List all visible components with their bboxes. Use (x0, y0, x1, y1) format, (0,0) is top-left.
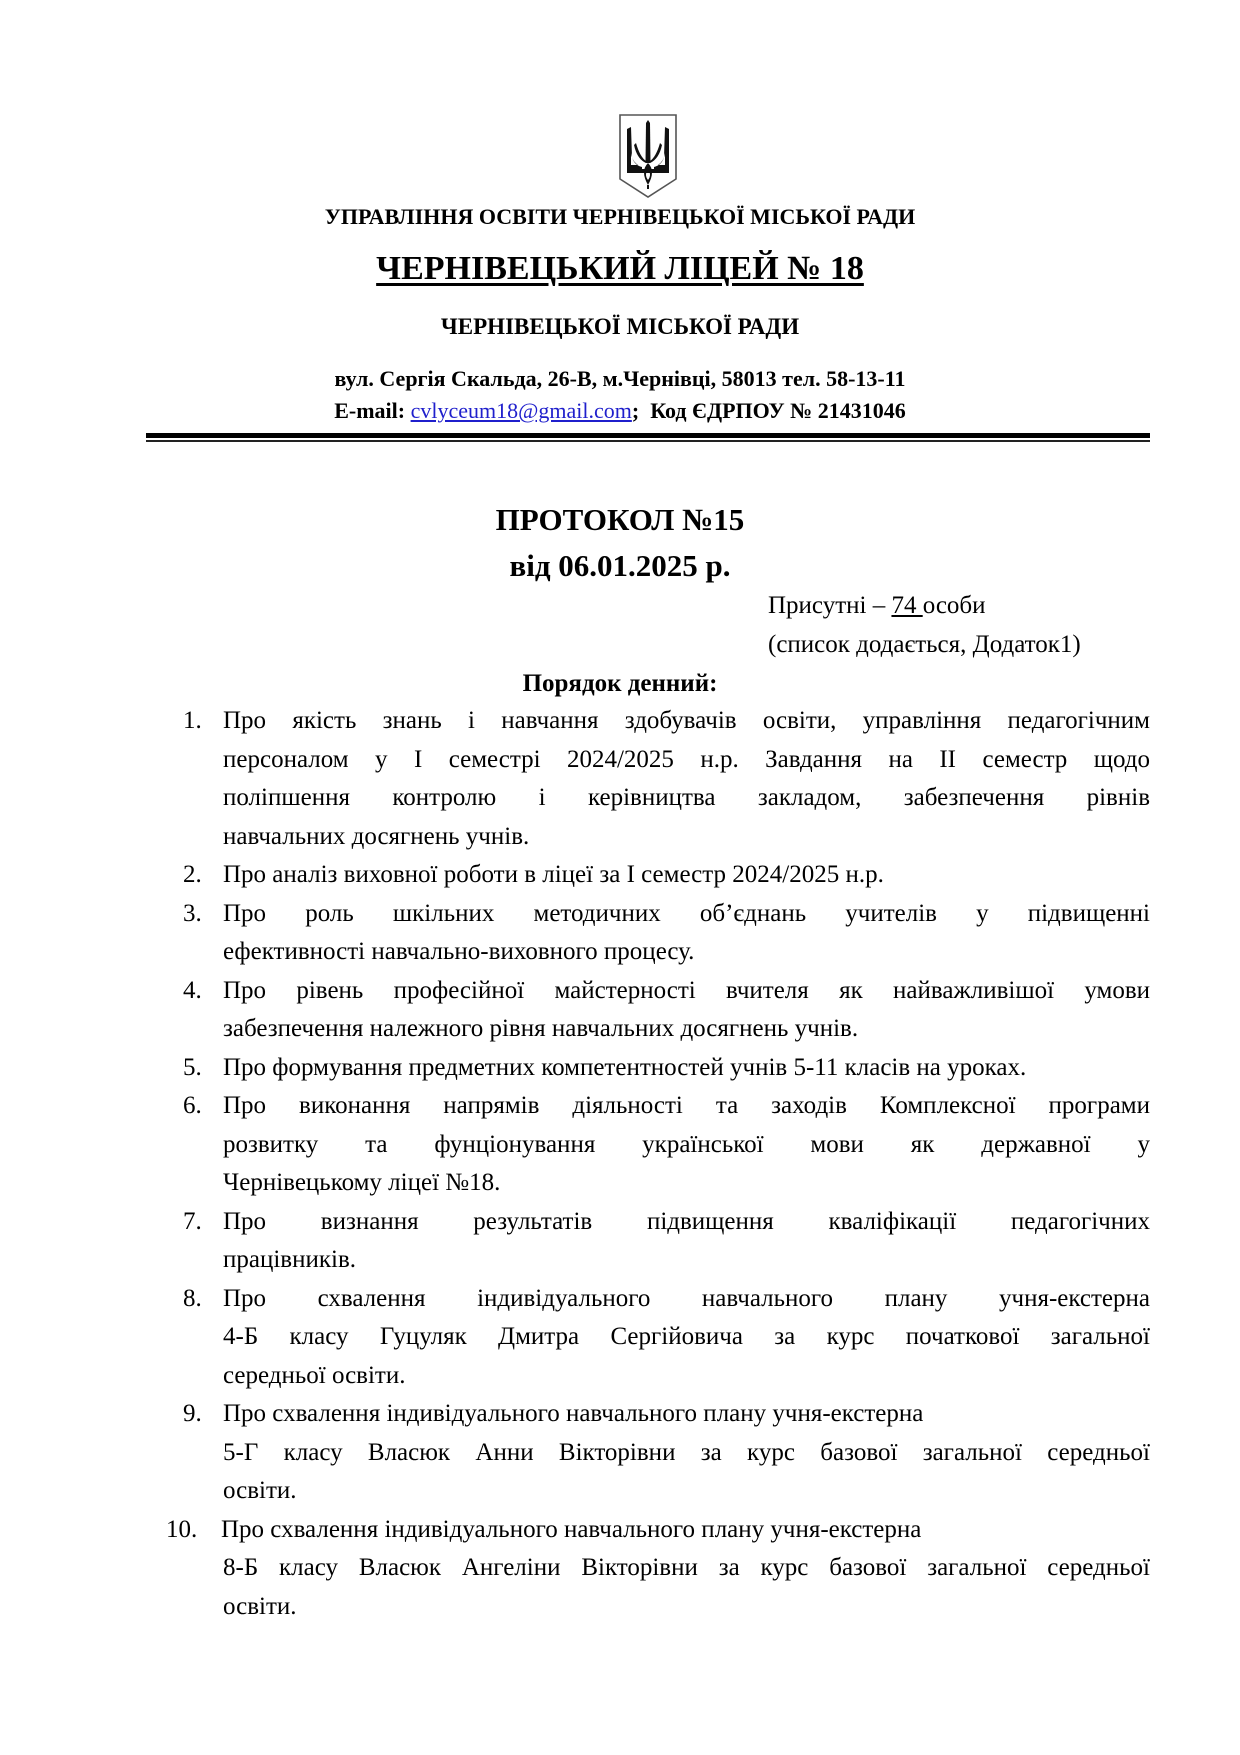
agenda-item-line: освіти. (223, 1592, 297, 1620)
separator-thin-line (146, 440, 1150, 442)
header-separator (146, 433, 1150, 443)
agenda-title: Порядок денний: (522, 670, 718, 697)
agenda-item-number: 4. (183, 976, 202, 1004)
edrpou-code: Код ЄДРПОУ № 21431046 (650, 398, 906, 423)
attendance-line (768, 592, 986, 620)
institution-name: ЧЕРНІВЕЦЬКИЙ ЛІЦЕЙ № 18 (376, 250, 864, 287)
council-name: ЧЕРНІВЕЦЬКОЇ МІСЬКОЇ РАДИ (440, 314, 800, 339)
agenda-item-line: Про схвалення індивідуального навчального плану учня-екстерна (221, 1515, 922, 1543)
agenda-item-number: 9. (183, 1400, 202, 1427)
agenda-item-line: 5-Г класу Власюк Анни Вікторівни за курс базової загальної середньої (223, 1438, 1150, 1466)
institution-address: вул. Сергія Скальда, 26-В, м.Чернівці, 58013 тел. 58-13-11 (334, 366, 906, 391)
agenda-item-number: 7. (183, 1207, 202, 1235)
agenda-item (183, 972, 1150, 1049)
agenda-item-line: Про рівень професійної майстерності вчителя як найважливішої умови (223, 976, 1150, 1004)
agenda-item (183, 1280, 1150, 1396)
contacts-line (0, 398, 1240, 424)
attendance-suffix: особи (922, 592, 986, 619)
attendance-note: (список додається, Додаток1) (768, 631, 1081, 658)
agenda-item (183, 1087, 1150, 1203)
agenda-item (183, 702, 1150, 856)
agenda-item-line: Про формування предметних компетентностей учнів 5-11 класів на уроках. (223, 1053, 1027, 1081)
agenda-item (183, 1203, 1150, 1280)
agenda-item-number: 2. (183, 861, 202, 888)
agenda-item-line: поліпшення контролю і керівництва закладом, забезпечення рівнів (223, 784, 1150, 811)
agenda-item-line: Про роль шкільних методичних об’єднань учителів у підвищенні (223, 899, 1150, 927)
agenda-item-line: Про схвалення індивідуального навчального плану учня-екстерна (223, 1284, 1150, 1312)
agenda-item-line: навчальних досягнень учнів. (223, 822, 530, 850)
agenda-item-line: ефективності навчально-виховного процесу. (223, 938, 695, 965)
agenda-item-number: 8. (183, 1284, 202, 1312)
agenda-item (183, 856, 1150, 895)
department-name: УПРАВЛІННЯ ОСВІТИ ЧЕРНІВЕЦЬКОЇ МІСЬКОЇ РАДИ (324, 204, 916, 229)
attendance-prefix: Присутні – (768, 592, 892, 619)
agenda-item-line: персоналом у І семестрі 2024/2025 н.р. Завдання на ІІ семестр щодо (223, 745, 1150, 773)
agenda-item-line: 8-Б класу Власюк Ангеліни Вікторівни за курс базової загальної середньої (223, 1554, 1150, 1581)
agenda-item-line: Чернівецькому ліцеї №18. (223, 1169, 501, 1196)
agenda-item-line: Про виконання напрямів діяльності та заходів Комплексної програми (223, 1092, 1150, 1119)
protocol-date: від 06.01.2025 р. (509, 548, 731, 583)
agenda-item-line: забезпечення належного рівня навчальних досягнень учнів. (223, 1015, 859, 1042)
email-link[interactable]: cvlyceum18@gmail.com (410, 398, 632, 423)
email-label: E-mail: (334, 398, 406, 423)
agenda-item-line: Про якість знань і навчання здобувачів освіти, управління педагогічним (223, 707, 1150, 734)
agenda-item-number: 1. (183, 707, 202, 734)
attendance-count: 74 (891, 592, 923, 619)
agenda-list (166, 702, 1150, 1626)
agenda-item-line: працівників. (223, 1246, 357, 1273)
agenda-item (183, 1049, 1150, 1088)
agenda-item-number: 3. (183, 899, 202, 927)
email-separator: ; (631, 398, 640, 423)
agenda-item-number: 10. (166, 1515, 198, 1543)
protocol-title: ПРОТОКОЛ №15 (495, 502, 745, 537)
agenda-item-line: Про аналіз виховної роботи в ліцеї за І семестр 2024/2025 н.р. (223, 861, 884, 888)
agenda-item-line: освіти. (223, 1477, 297, 1504)
agenda-item-line: розвитку та фунціонування української мови як державної у (223, 1130, 1150, 1158)
agenda-item-line: 4-Б класу Гуцуляк Дмитра Сергійовича за курс початкової загальної (223, 1323, 1150, 1350)
agenda-item-line: Про визнання результатів підвищення кваліфікації педагогічних (223, 1207, 1150, 1235)
agenda-item (183, 895, 1150, 972)
separator-thick-line (146, 433, 1150, 438)
agenda-item-number: 5. (183, 1053, 202, 1081)
ukraine-trident-icon (618, 113, 678, 199)
agenda-item (166, 1511, 1150, 1627)
agenda-item-line: Про схвалення індивідуального навчального плану учня-екстерна (223, 1400, 924, 1427)
agenda-item-line: середньої освіти. (223, 1361, 406, 1389)
agenda-item-number: 6. (183, 1092, 202, 1119)
agenda-item (183, 1395, 1150, 1511)
